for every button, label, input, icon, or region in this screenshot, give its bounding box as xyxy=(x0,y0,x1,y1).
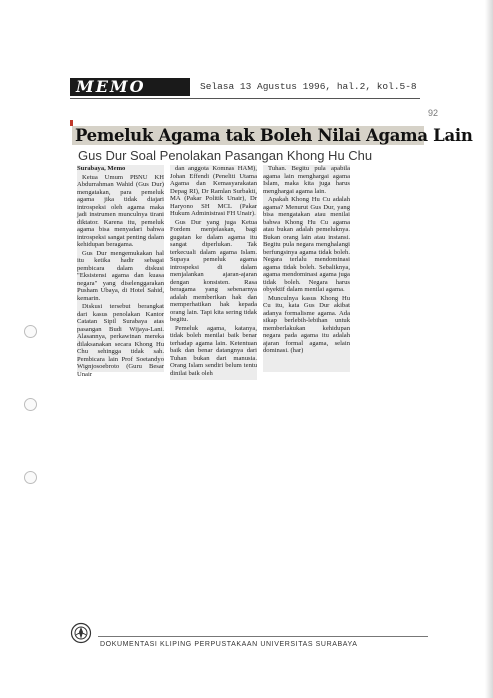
page-edge-shadow xyxy=(485,0,493,698)
paragraph: Gus Dur mengemukakan hal itu ketika hadir sebagai pembicara dalam diskusi "Eksistensi agama dan kuasa negara" yang diselenggarakan Pusham Ubaya, di Hotel Sahid, kemarin. xyxy=(77,249,164,302)
paragraph: Munculnya kasus Khong Hu Cu itu, kata Gus Dur akibat adanya formalisme agama. Ada sikap berlebih-lebihan untuk memberlakukan kehidupan negara pada agama itu adalah ajaran formal agama, selain dominasi. (har) xyxy=(263,294,350,354)
footer-rule xyxy=(98,636,428,637)
publication-dateline: Selasa 13 Agustus 1996, hal.2, kol.5-8 xyxy=(200,81,417,92)
memo-logo xyxy=(70,78,190,96)
article-clipping xyxy=(72,122,473,378)
article-column-1 xyxy=(77,165,164,378)
article-column-2 xyxy=(170,165,257,380)
binder-hole xyxy=(24,471,37,484)
binder-holes xyxy=(24,325,36,544)
paragraph: Ketua Umum PBNU KH Abdurrahman Wahid (Gus Dur) mengatakan, para pemeluk agama jika tidak diajari introspeksi oleh agama maka jadi instrumen munculnya tirani diktator. Karena itu, pemeluk agama bisa menyadari bahwa introspeksi sangat penting dalam kehidupan beragama. xyxy=(77,173,164,248)
paragraph: dan anggota Komnas HAM), Johan Effendi (Peneliti Utama Agama dan Kemasyarakatan Depag RI), Dr Ramlan Surbakti, MA (Pakar Politik Unair), Dr Haryono SH MCL (Pakar Hukum Administrasi FH Unair). xyxy=(170,165,257,217)
article-dateline: Surabaya, Memo xyxy=(77,165,126,172)
binder-hole xyxy=(24,398,37,411)
library-footer xyxy=(70,620,435,660)
paragraph: Gus Dur yang juga Ketua Fordem menjelaskan, bagi gugatan ke dalam agama itu sangat diperlukan. Tak terkecuali dalam agama Islam. Supaya pemeluk agama introspeksi di dalam menjalankan ajaran-ajaran dengan konsisten. Rasa beragama yang sebenarnya adalah memberikan hak dan memperhatikan hak kepada orang lain. Tapi kita sering tidak begitu. xyxy=(170,218,257,323)
article-headline: Pemeluk Agama tak Boleh Nilai Agama Lain xyxy=(75,126,473,145)
paragraph: Apakah Khong Hu Cu adalah agama? Menurut Gus Dur, yang bisa mengatakan atau menilai bahwa Khong Hu Cu agama atau bukan adalah pemeluknya. Bukan orang lain atau instansi. Begitu pula negara menghalangi berfungsinya agama tidak boleh. Negara terlalu mendominasi agama tidak boleh. Sebaliknya, agama mendominasi agama juga tidak boleh. Negara harus obyektif dalam menilai agama. xyxy=(263,196,350,293)
paragraph: Diskusi tersebut berangkat dari kasus penolakan Kantor Catatan Sipil Surabaya atas pasangan Budi Wijaya-Lani. Alasannya, perkawinan mereka dilaksanakan secara Khong Hu Chu sehingga tidak sah. Pembicara lain Prof Soetandyo Wignjosoebroto (Guru Besar Unair xyxy=(77,303,164,378)
memo-logo-text: MEMO xyxy=(76,77,146,96)
paragraph: Pemeluk agama, katanya, tidak boleh menilai baik benar terhadap agama lain. Ketentuan baik dan benar datangnya dari Tuhan bukan dari manusia. Orang Islam sendiri belum tentu dinilai baik oleh xyxy=(170,324,257,377)
paragraph: Tuhan. Begitu pula apabila agama lain menghargai agama Islam, maka kita juga harus menghargai agama lain. xyxy=(263,165,350,195)
footer-caption: DOKUMENTASI KLIPING PERPUSTAKAAN UNIVERSITAS SURABAYA xyxy=(100,641,358,648)
article-subheadline: Gus Dur Soal Penolakan Pasangan Khong Hu Chu xyxy=(78,148,373,163)
article-column-3 xyxy=(263,165,350,372)
handwritten-page-number: 92 xyxy=(428,108,439,118)
newspaper-masthead xyxy=(70,78,420,100)
masthead-rule xyxy=(70,98,420,99)
binder-hole xyxy=(24,325,37,338)
university-seal-icon xyxy=(70,622,92,644)
